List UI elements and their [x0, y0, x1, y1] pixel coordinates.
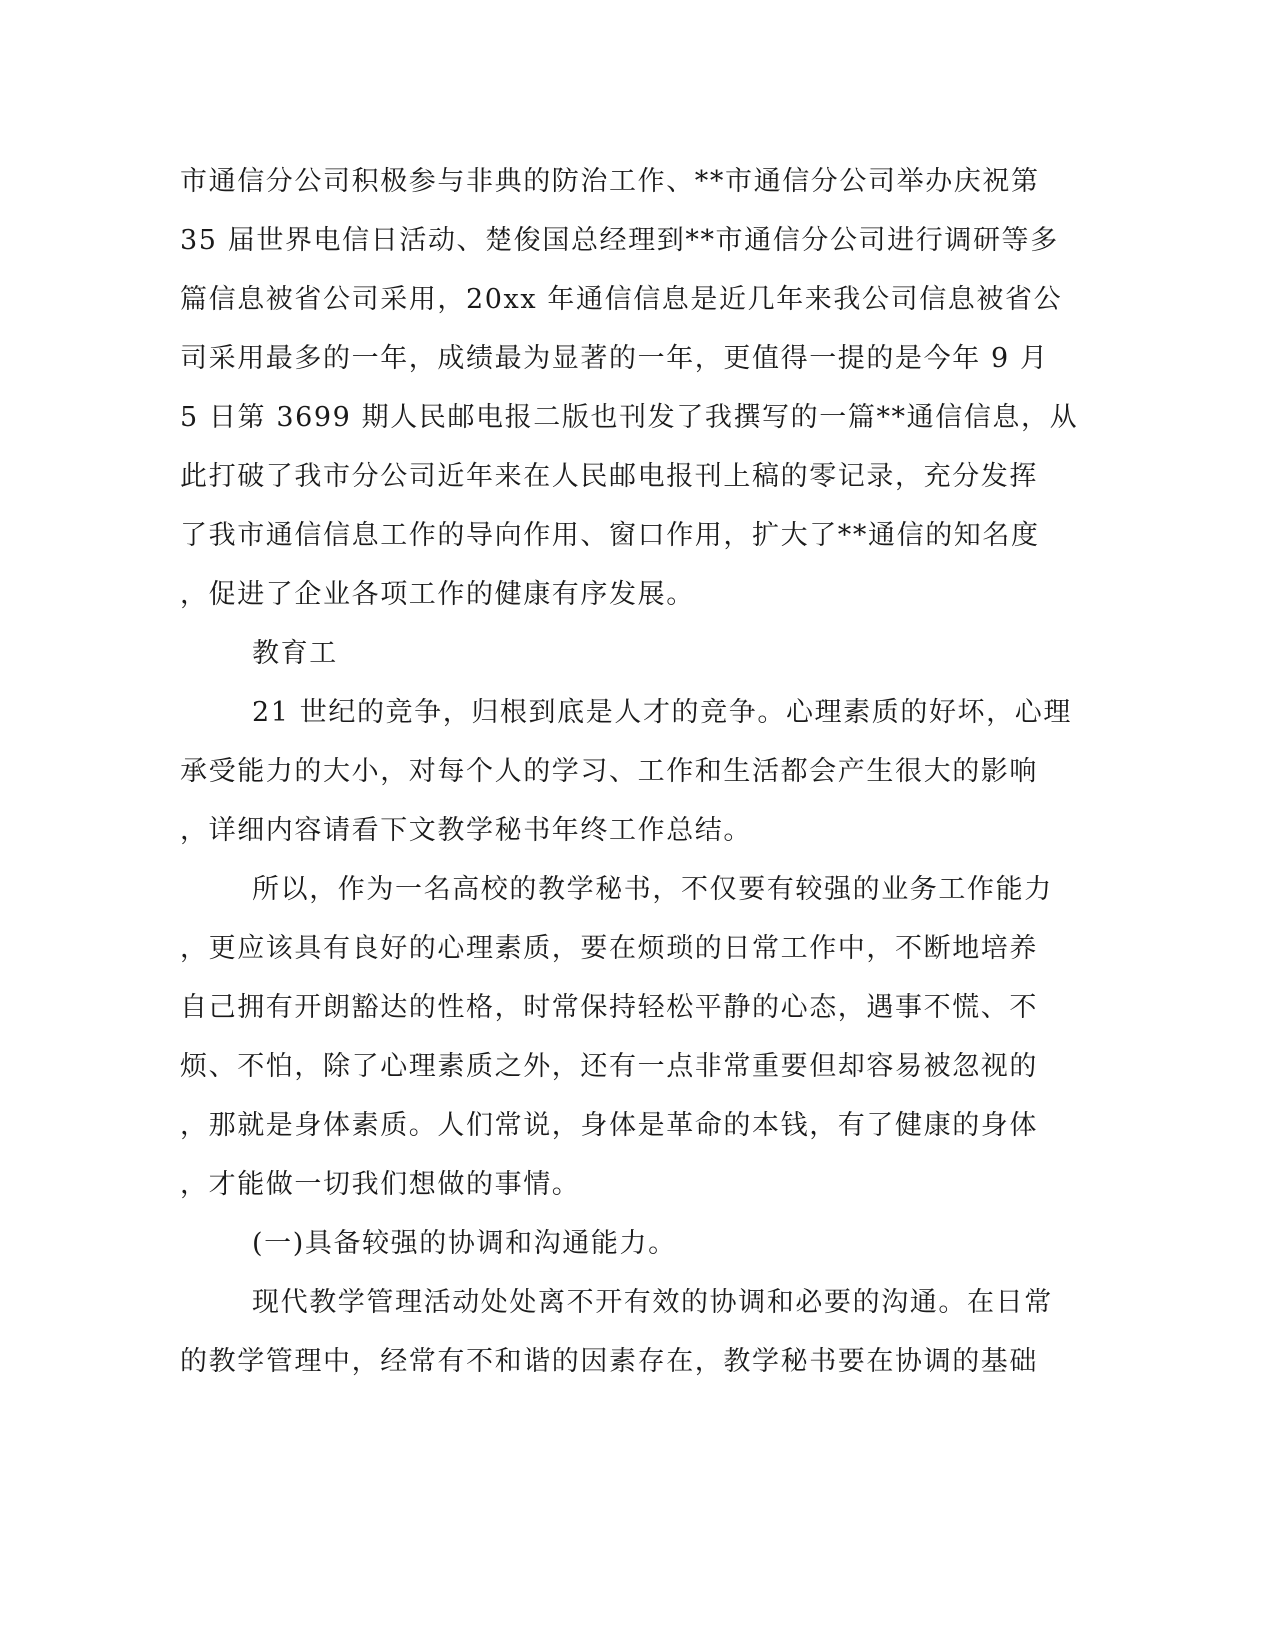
text-line: 35 届世界电信日活动、楚俊国总经理到**市通信分公司进行调研等多 — [180, 225, 1059, 256]
document-body — [180, 152, 1079, 1391]
text-line: 的教学管理中，经常有不和谐的因素存在，教学秘书要在协调的基础 — [180, 1346, 1038, 1377]
text-line: 烦、不怕，除了心理素质之外，还有一点非常重要但却容易被忽视的 — [180, 1051, 1038, 1082]
text-line: 市通信分公司积极参与非典的防治工作、**市通信分公司举办庆祝第 — [180, 166, 1040, 197]
text-line: ，才能做一切我们想做的事情。 — [180, 1169, 581, 1200]
text-line: ，更应该具有良好的心理素质，要在烦琐的日常工作中，不断地培养 — [180, 933, 1038, 964]
subsection-heading: (一)具备较强的协调和沟通能力。 — [252, 1228, 677, 1259]
text-line: 了我市通信信息工作的导向作用、窗口作用，扩大了**通信的知名度 — [180, 520, 1040, 551]
paragraph-start: 21 世纪的竞争，归根到底是人才的竞争。心理素质的好坏，心理 — [252, 697, 1072, 728]
text-line: 篇信息被省公司采用，20xx 年通信信息是近几年来我公司信息被省公 — [180, 284, 1063, 315]
text-line: 司采用最多的一年，成绩最为显著的一年，更值得一提的是今年 9 月 — [180, 343, 1049, 374]
text-line: 此打破了我市分公司近年来在人民邮电报刊上稿的零记录，充分发挥 — [180, 461, 1038, 492]
section-heading: 教育工 — [252, 638, 338, 669]
text-line: 5 日第 3699 期人民邮电报二版也刊发了我撰写的一篇**通信信息，从 — [180, 402, 1079, 433]
text-line: ，那就是身体素质。人们常说，身体是革命的本钱，有了健康的身体 — [180, 1110, 1038, 1141]
text-line: 承受能力的大小，对每个人的学习、工作和生活都会产生很大的影响 — [180, 756, 1038, 787]
text-line: ，促进了企业各项工作的健康有序发展。 — [180, 579, 695, 610]
paragraph-start: 所以，作为一名高校的教学秘书，不仅要有较强的业务工作能力 — [252, 874, 1053, 905]
paragraph-start: 现代教学管理活动处处离不开有效的协调和必要的沟通。在日常 — [252, 1287, 1053, 1318]
text-line: ，详细内容请看下文教学秘书年终工作总结。 — [180, 815, 752, 846]
text-line: 自己拥有开朗豁达的性格，时常保持轻松平静的心态，遇事不慌、不 — [180, 992, 1038, 1023]
